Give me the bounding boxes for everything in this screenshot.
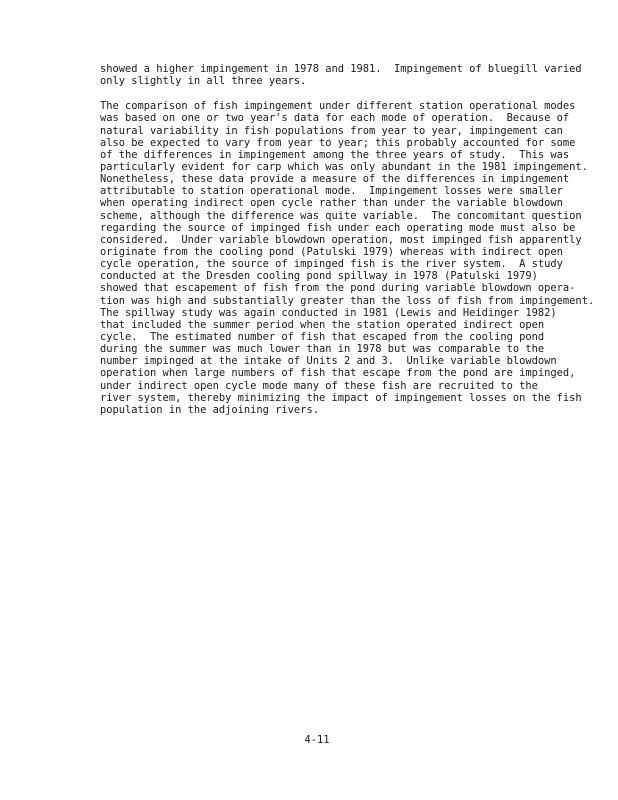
text-line: [0, 246, 618, 258]
text-line: [0, 173, 618, 185]
text-line-content: operation when large numbers of fish that escape from the pond are impinged,: [100, 367, 576, 380]
text-line-content: considered. Under variable blowdown operation, most impinged fish apparently: [100, 233, 582, 246]
text-line: [0, 404, 618, 416]
text-line: [0, 319, 618, 331]
text-line-content: Nonetheless, these data provide a measure of the differences in impingement: [100, 173, 570, 186]
text-line-content: attributable to station operational mode. Impingement losses were smaller: [100, 185, 563, 198]
text-line: [0, 100, 618, 112]
text-line-content: also be expected to vary from year to year; this probably accounted for some: [100, 136, 576, 149]
text-line-content: showed that escapement of fish from the pond during variable blowdown opera-: [100, 282, 576, 295]
text-line: [0, 234, 618, 246]
text-line: [0, 367, 618, 379]
text-line-content: of the differences in impingement among the three years of study. This was: [100, 148, 570, 161]
text-line: [0, 222, 618, 234]
text-line: [0, 270, 618, 282]
text-line-content: that included the summer period when the station operated indirect open: [100, 318, 545, 331]
text-line: [0, 112, 618, 124]
text-line: [0, 75, 618, 87]
text-line-content: conducted at the Dresden cooling pond spillway in 1978 (Patulski 1979): [100, 270, 538, 283]
text-line: [0, 307, 618, 319]
text-line-content: was based on one or two year's data for each mode of operation. Because of: [100, 112, 570, 125]
text-line-content: cycle operation, the source of impinged fish is the river system. A study: [100, 258, 563, 271]
text-line-content: The spillway study was again conducted in 1981 (Lewis and Heidinger 1982): [100, 306, 557, 319]
text-line-content: cycle. The estimated number of fish that escaped from the cooling pond: [100, 330, 545, 343]
text-line-content: when operating indirect open cycle rather than under the variable blowdown: [100, 197, 563, 210]
text-line: [0, 125, 618, 137]
text-line: [0, 63, 618, 75]
text-line-content: under indirect open cycle mode many of these fish are recruited to the: [100, 379, 538, 392]
text-line-content: particularly evident for carp which was only abundant in the 1981 impingement.: [100, 160, 588, 173]
paragraph-1: [0, 63, 618, 87]
text-line: [0, 380, 618, 392]
text-line-content: originate from the cooling pond (Patulski 1979) whereas with indirect open: [100, 245, 563, 258]
text-line: [0, 210, 618, 222]
text-line: [0, 282, 618, 294]
text-line: [0, 331, 618, 343]
paragraph-2: [0, 100, 618, 416]
text-line-content: regarding the source of impinged fish under each operating mode must also be: [100, 221, 576, 234]
text-line-content: only slightly in all three years.: [100, 75, 307, 88]
text-line: [0, 355, 618, 367]
text-line-content: river system, thereby minimizing the impact of impingement losses on the fish: [100, 391, 582, 404]
text-line: [0, 392, 618, 404]
text-line-content: number impinged at the intake of Units 2 and 3. Unlike variable blowdown: [100, 355, 557, 368]
text-line: [0, 149, 618, 161]
text-line-content: The comparison of fish impingement under different station operational modes: [100, 100, 576, 113]
body-text: [0, 63, 618, 416]
text-line: [0, 161, 618, 173]
text-line: [0, 343, 618, 355]
text-line: [0, 197, 618, 209]
text-line-content: tion was high and substantially greater than the loss of fish from impingement.: [100, 294, 595, 307]
text-line: [0, 185, 618, 197]
text-line-content: during the summer was much lower than in 1978 but was comparable to the: [100, 343, 545, 356]
page-number: 4-11: [304, 734, 330, 746]
text-line-content: population in the adjoining rivers.: [100, 403, 319, 416]
text-line-content: natural variability in fish populations from year to year, impingement can: [100, 124, 563, 137]
text-line: [0, 137, 618, 149]
text-line-content: showed a higher impingement in 1978 and 1981. Impingement of bluegill varied: [100, 63, 582, 75]
text-line-content: scheme, although the difference was quite variable. The concomitant question: [100, 209, 582, 222]
text-line: [0, 258, 618, 270]
text-line: [0, 295, 618, 307]
